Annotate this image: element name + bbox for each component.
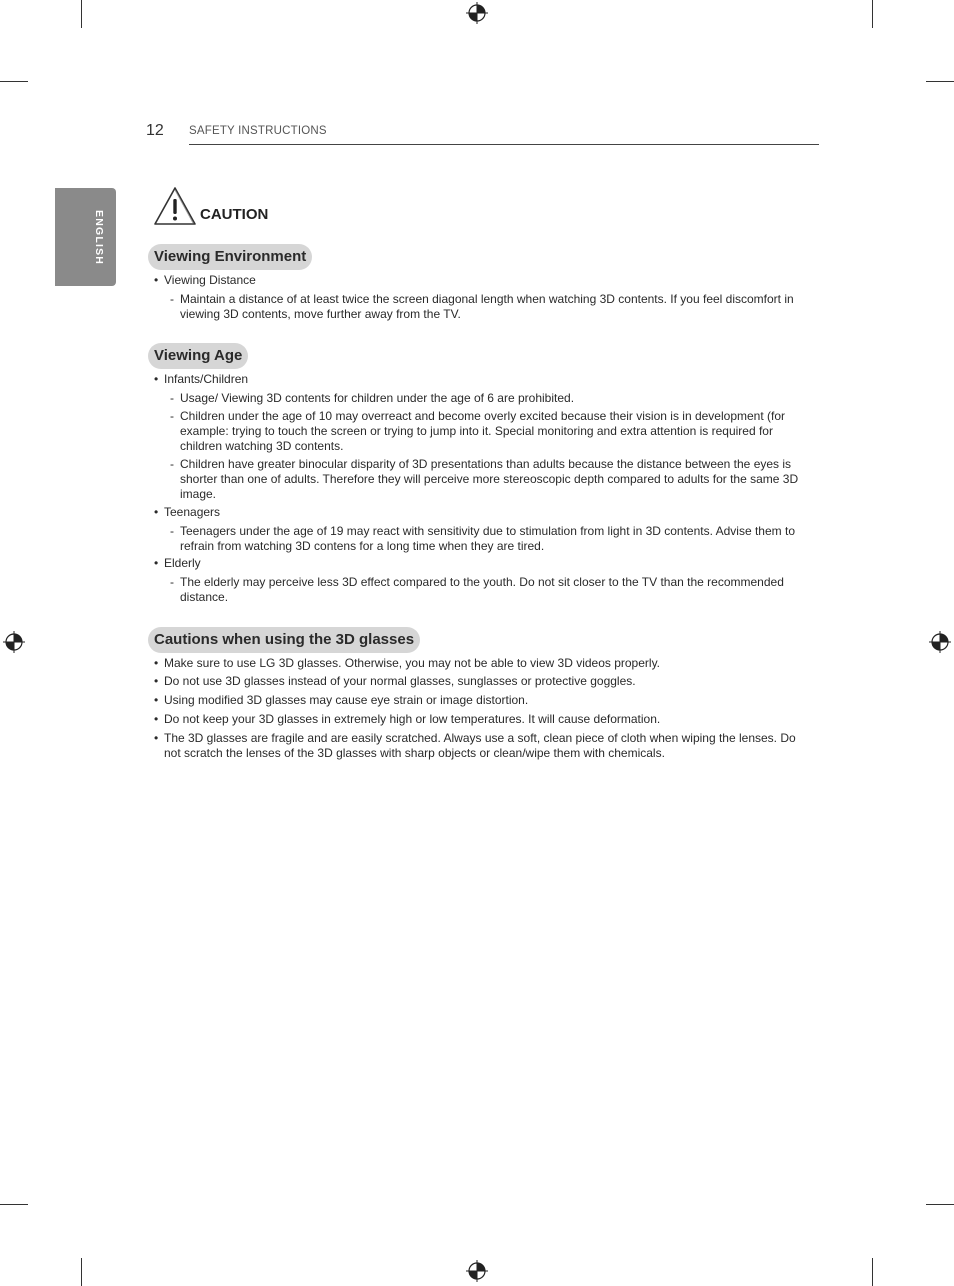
crop-mark bbox=[872, 0, 873, 28]
language-label: ENGLISH bbox=[93, 210, 105, 266]
crop-mark bbox=[81, 0, 82, 28]
crop-mark bbox=[0, 1204, 28, 1205]
sub-list-item: - Maintain a distance of at least twice the screen diagonal length when watching 3D contents. If you feel discomfort in viewing 3D contents, move further away from the TV. bbox=[170, 292, 794, 322]
list-item: • Elderly bbox=[154, 556, 201, 570]
section-heading-viewing-environment: Viewing Environment bbox=[148, 244, 312, 270]
warning-triangle-icon bbox=[153, 186, 197, 226]
list-item: • The 3D glasses are fragile and are easily scratched. Always use a soft, clean piece of cloth when wiping the lenses. Do not scratch the lenses of the 3D glasses with sharp objects or clean/wipe them with chemicals. bbox=[154, 731, 796, 761]
language-side-tab bbox=[55, 188, 116, 286]
list-item: • Do not use 3D glasses instead of your normal glasses, sunglasses or protective goggles. bbox=[154, 674, 636, 688]
registration-mark-icon bbox=[466, 2, 488, 24]
registration-mark-icon bbox=[929, 631, 951, 653]
crop-mark bbox=[0, 81, 28, 82]
registration-mark-icon bbox=[3, 631, 25, 653]
list-item: • Using modified 3D glasses may cause eye strain or image distortion. bbox=[154, 693, 529, 707]
list-item: • Make sure to use LG 3D glasses. Otherwise, you may not be able to view 3D videos properly. bbox=[154, 656, 661, 670]
running-header: SAFETY INSTRUCTIONS bbox=[189, 125, 327, 137]
sub-list-item: - Usage/ Viewing 3D contents for children under the age of 6 are prohibited. bbox=[170, 391, 575, 405]
sub-list-item: - Teenagers under the age of 19 may react with sensitivity due to stimulation from light in 3D contents. Advise them to refrain from watching 3D contens for a long time when they are tired. bbox=[170, 524, 795, 554]
section-heading-viewing-age: Viewing Age bbox=[148, 343, 248, 369]
sub-list-item: - The elderly may perceive less 3D effect compared to the youth. Do not sit closer to the TV than the recommended distance. bbox=[170, 575, 784, 605]
header-divider bbox=[189, 144, 819, 145]
list-item: • Teenagers bbox=[154, 505, 221, 519]
crop-mark bbox=[872, 1258, 873, 1286]
list-item: • Infants/Children bbox=[154, 372, 249, 386]
crop-mark bbox=[926, 81, 954, 82]
sub-list-item: - Children under the age of 10 may overreact and become overly excited because their vision is in development (for example: trying to touch the screen or trying to jump into it. Special monitoring and extra attention is required for children watching 3D contents. bbox=[170, 409, 785, 454]
crop-mark bbox=[81, 1258, 82, 1286]
caution-label: CAUTION bbox=[200, 206, 269, 223]
page-number: 12 bbox=[146, 122, 164, 139]
section-heading-3d-glasses: Cautions when using the 3D glasses bbox=[148, 627, 420, 653]
registration-mark-icon bbox=[466, 1260, 488, 1282]
sub-list-item: - Children have greater binocular disparity of 3D presentations than adults because the distance between the eyes is shorter than one of adults. Therefore they will perceive more stereoscopic depth compared to adults for the same 3D image. bbox=[170, 457, 799, 502]
list-item: • Do not keep your 3D glasses in extremely high or low temperatures. It will cause deformation. bbox=[154, 712, 661, 726]
crop-mark bbox=[926, 1204, 954, 1205]
list-item: • Viewing Distance bbox=[154, 273, 256, 287]
